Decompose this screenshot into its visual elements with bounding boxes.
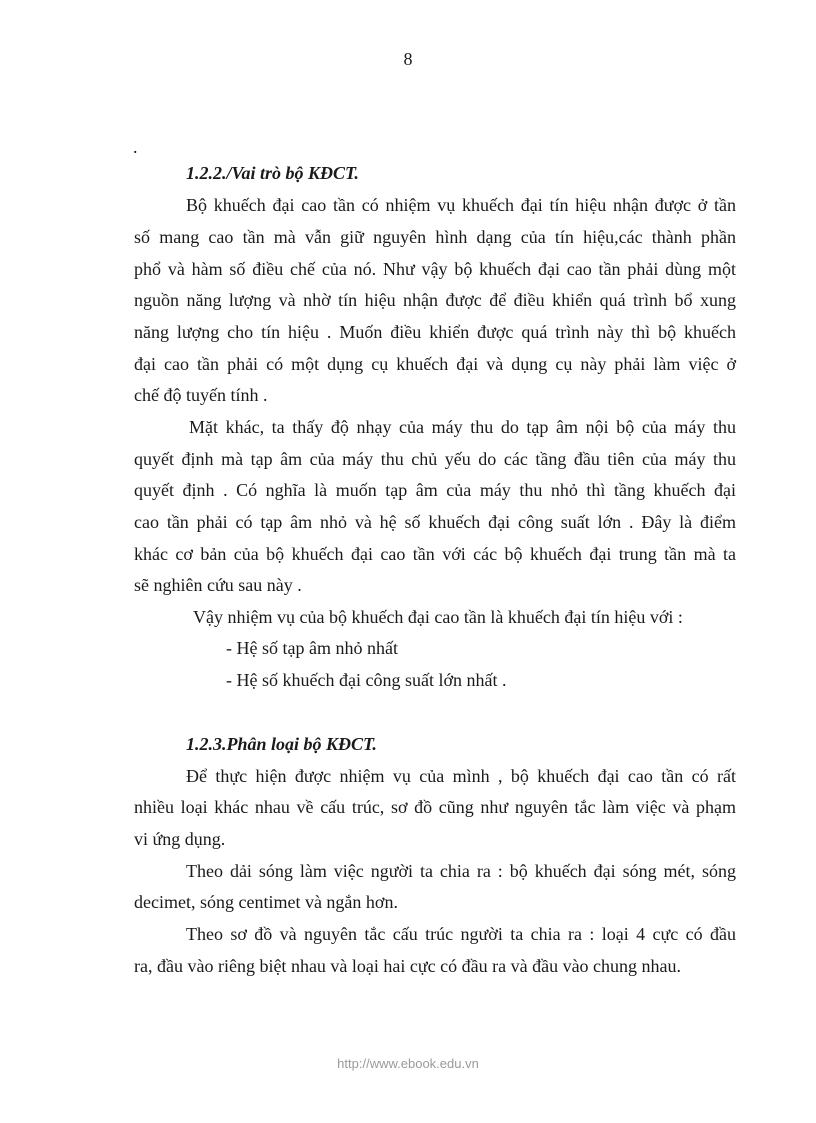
section-heading-1-2-2: 1.2.2./Vai trò bộ KĐCT.: [186, 163, 359, 183]
footer-url: http://www.ebook.edu.vn: [337, 1056, 479, 1071]
paragraph-line: Theo dải sóng làm việc người ta chia ra : bộ khuếch đại sóng mét, sóng: [186, 861, 736, 881]
paragraph-line: Để thực hiện được nhiệm vụ của mình , bộ khuếch đại cao tần có rất: [186, 766, 736, 786]
paragraph-line: số mang cao tần mà vẫn giữ nguyên hình dạng của tín hiệu,các thành phần: [134, 227, 736, 247]
paragraph-line: Theo sơ đồ và nguyên tắc cấu trúc người ta chia ra : loại 4 cực có đầu: [186, 924, 736, 944]
paragraph-line: năng lượng cho tín hiệu . Muốn điều khiển được quá trình này thì bộ khuếch: [134, 322, 736, 342]
paragraph-line: Mặt khác, ta thấy độ nhạy của máy thu do tạp âm nội bộ của máy thu: [189, 417, 736, 437]
paragraph-line: chế độ tuyến tính .: [134, 385, 268, 405]
section-heading-1-2-3: 1.2.3.Phân loại bộ KĐCT.: [186, 734, 377, 754]
paragraph-line: cao tần phải có tạp âm nhỏ và hệ số khuếch đại công suất lớn . Đây là điểm: [134, 512, 736, 532]
paragraph-line: Vậy nhiệm vụ của bộ khuếch đại cao tần là khuếch đại tín hiệu với :: [193, 607, 683, 627]
paragraph-line: khác cơ bản của bộ khuếch đại cao tần với các bộ khuếch đại trung tần mà ta: [134, 544, 736, 564]
paragraph-line: đại cao tần phải có một dụng cụ khuếch đại và dụng cụ này phải làm việc ở: [134, 354, 736, 374]
paragraph-line: vi ứng dụng.: [134, 829, 226, 849]
leading-mark: .: [133, 137, 138, 157]
paragraph-line: nguồn năng lượng và nhờ tín hiệu nhận được để điều khiển quá trình bổ xung: [134, 290, 736, 310]
paragraph-line: quyết định mà tạp âm của máy thu chủ yếu do các tầng đầu tiên của máy thu: [134, 449, 736, 469]
paragraph-line: decimet, sóng centimet và ngắn hơn.: [134, 892, 398, 912]
list-item: - Hệ số khuếch đại công suất lớn nhất .: [226, 670, 507, 690]
page-number: 8: [403, 49, 413, 69]
paragraph-line: phổ và hàm số điều chế của nó. Như vậy bộ khuếch đại cao tần phải dùng một: [134, 259, 736, 279]
paragraph-line: ra, đầu vào riêng biệt nhau và loại hai cực có đầu ra và đầu vào chung nhau.: [134, 956, 682, 976]
paragraph-line: sẽ nghiên cứu sau này .: [134, 575, 302, 595]
paragraph-line: quyết định . Có nghĩa là muốn tạp âm của máy thu nhỏ thì tầng khuếch đại: [134, 480, 736, 500]
list-item: - Hệ số tạp âm nhỏ nhất: [226, 638, 398, 658]
paragraph-line: Bộ khuếch đại cao tần có nhiệm vụ khuếch đại tín hiệu nhận được ở tần: [186, 195, 736, 215]
paragraph-line: nhiều loại khác nhau về cấu trúc, sơ đồ cũng như nguyên tắc làm việc và phạm: [134, 797, 736, 817]
